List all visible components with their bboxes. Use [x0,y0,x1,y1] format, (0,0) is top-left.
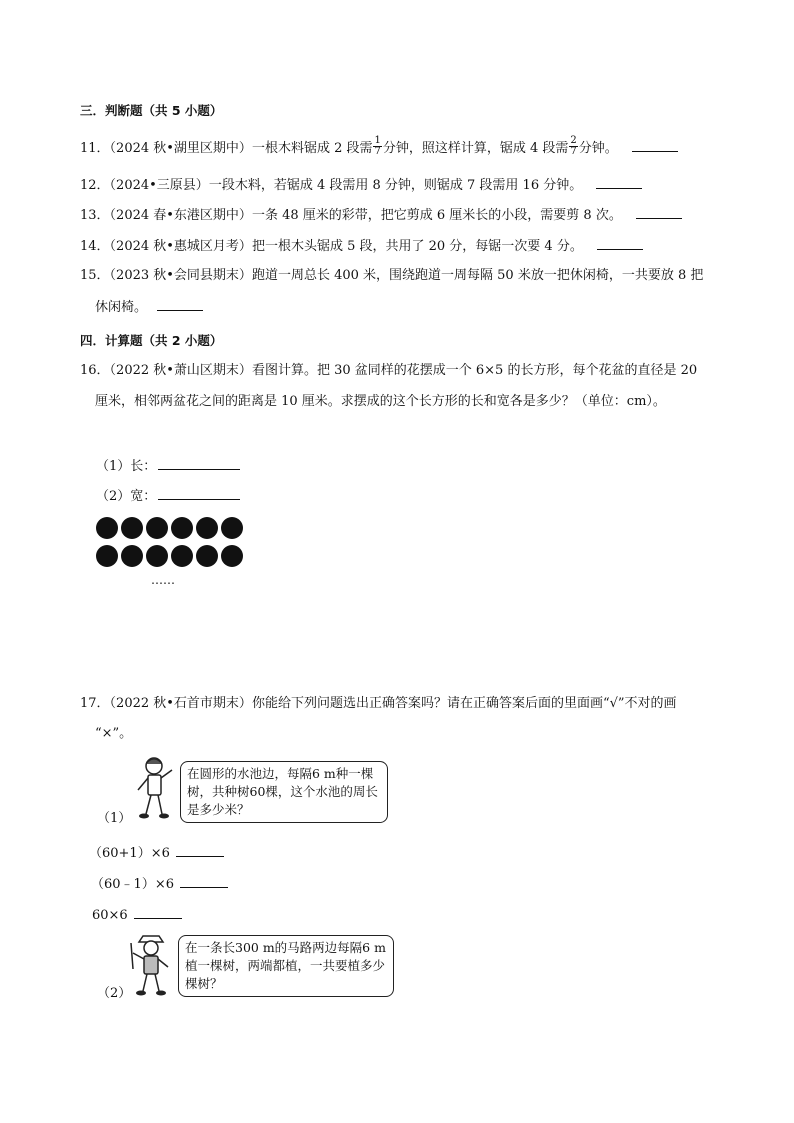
speech-bubble-2: 在一条长300 m的马路两边每隔6 m植一棵树，两端都植，一共要植多少棵树？ [178,935,394,997]
question-source: （2024 春•东港区期中） [109,208,252,223]
question-source: （2022 秋•萧山区期末） [109,363,252,378]
question-15 [80,267,703,285]
question-text: 一条 48 厘米的彩带，把它剪成 6 厘米长的小段，需要剪 8 次。 [251,208,622,223]
boy-with-hat-illustration-icon [125,933,177,999]
question-source: （2023 秋•会同县期末） [109,268,252,283]
question-number: 16． [80,363,110,378]
fraction: $\frac{1}{7}$ [374,135,381,157]
answer-blank[interactable] [596,175,642,189]
flower-pot [171,517,193,539]
question-source: （2024 秋•惠城区月考） [109,239,252,254]
question-number: 12． [80,178,110,193]
question-17 [80,695,677,713]
question-source: （2024 秋•湖里区期中） [109,141,252,156]
section-heading-judgement: 三．判断题（共 5 小题） [80,103,223,118]
question-number: 11． [80,141,110,156]
answer-blank[interactable] [636,205,682,219]
answer-blank[interactable] [157,297,203,311]
question-text: 分钟，照这样计算，锯成 4 段需 [382,141,569,156]
question-text: 分钟。 [578,141,618,156]
flower-pot [121,545,143,567]
question-text: 休闲椅。 [95,300,148,315]
sub-question-length: （1）长： [96,456,240,476]
question-16-line2: 厘米，相邻两盆花之间的距离是 10 厘米。求摆成的这个长方形的长和宽各是多少？（单位：cm）。 [95,394,666,409]
option-3: 60×6 [92,905,182,925]
question-number: 17． [80,696,110,711]
flower-pot [221,517,243,539]
speech-bubble-1: 在圆形的水池边，每隔6 m种一棵树，共种树60棵，这个水池的周长是多少米？ [180,761,388,823]
option-2: （60﹣1）×6 [91,874,228,894]
question-source: （2024•三原县） [109,178,209,193]
boy-illustration-icon [128,756,178,822]
question-16 [80,362,697,380]
question-text: 一段木料，若锯成 4 段需用 8 分钟，则锯成 7 段需用 16 分钟。 [208,178,583,193]
question-number: 15． [80,268,110,283]
flower-pot [171,545,193,567]
question-12 [80,175,642,195]
flower-pot [196,517,218,539]
answer-blank[interactable] [176,843,224,857]
ellipsis: …… [151,573,175,587]
flower-pot [196,545,218,567]
flower-pot [146,517,168,539]
question-text: 看图计算。把 30 盆同样的花摆成一个 6×5 的长方形，每个花盆的直径是 20 [251,363,698,378]
part-1-label: （1） [97,811,132,826]
question-number: 14． [80,239,110,254]
question-13 [80,205,682,225]
answer-blank-length[interactable] [158,456,240,470]
fraction: $\frac{2}{7}$ [570,135,577,157]
question-17-line2: “×”。 [95,726,133,741]
question-text: 你能给下列问题选出正确答案吗？请在正确答案后面的里面画“√”不对的画 [251,696,677,711]
flower-pot [146,545,168,567]
question-number: 13． [80,208,110,223]
flower-pot [96,517,118,539]
answer-blank[interactable] [597,236,643,250]
answer-blank[interactable] [134,905,182,919]
flower-pot [121,517,143,539]
question-text: 把一根木头锯成 5 段，共用了 20 分，每锯一次要 4 分。 [251,239,583,254]
question-source: （2022 秋•石首市期末） [109,696,252,711]
question-14 [80,236,643,256]
flower-pot [221,545,243,567]
flower-pot [96,545,118,567]
question-text: 一根木料锯成 2 段需 [251,141,373,156]
question-15-line2 [95,297,203,317]
section-heading-calculation: 四．计算题（共 2 小题） [80,333,223,348]
answer-blank[interactable] [180,874,228,888]
question-text: 跑道一周总长 400 米，围绕跑道一周每隔 50 米放一把休闲椅，一共要放 8 把 [251,268,704,283]
sub-question-width: （2）宽： [96,486,240,506]
question-11 [80,135,678,159]
option-1: （60+1）×6 [89,843,224,863]
answer-blank-width[interactable] [158,486,240,500]
part-2-label: （2） [97,986,132,1001]
answer-blank[interactable] [632,138,678,152]
